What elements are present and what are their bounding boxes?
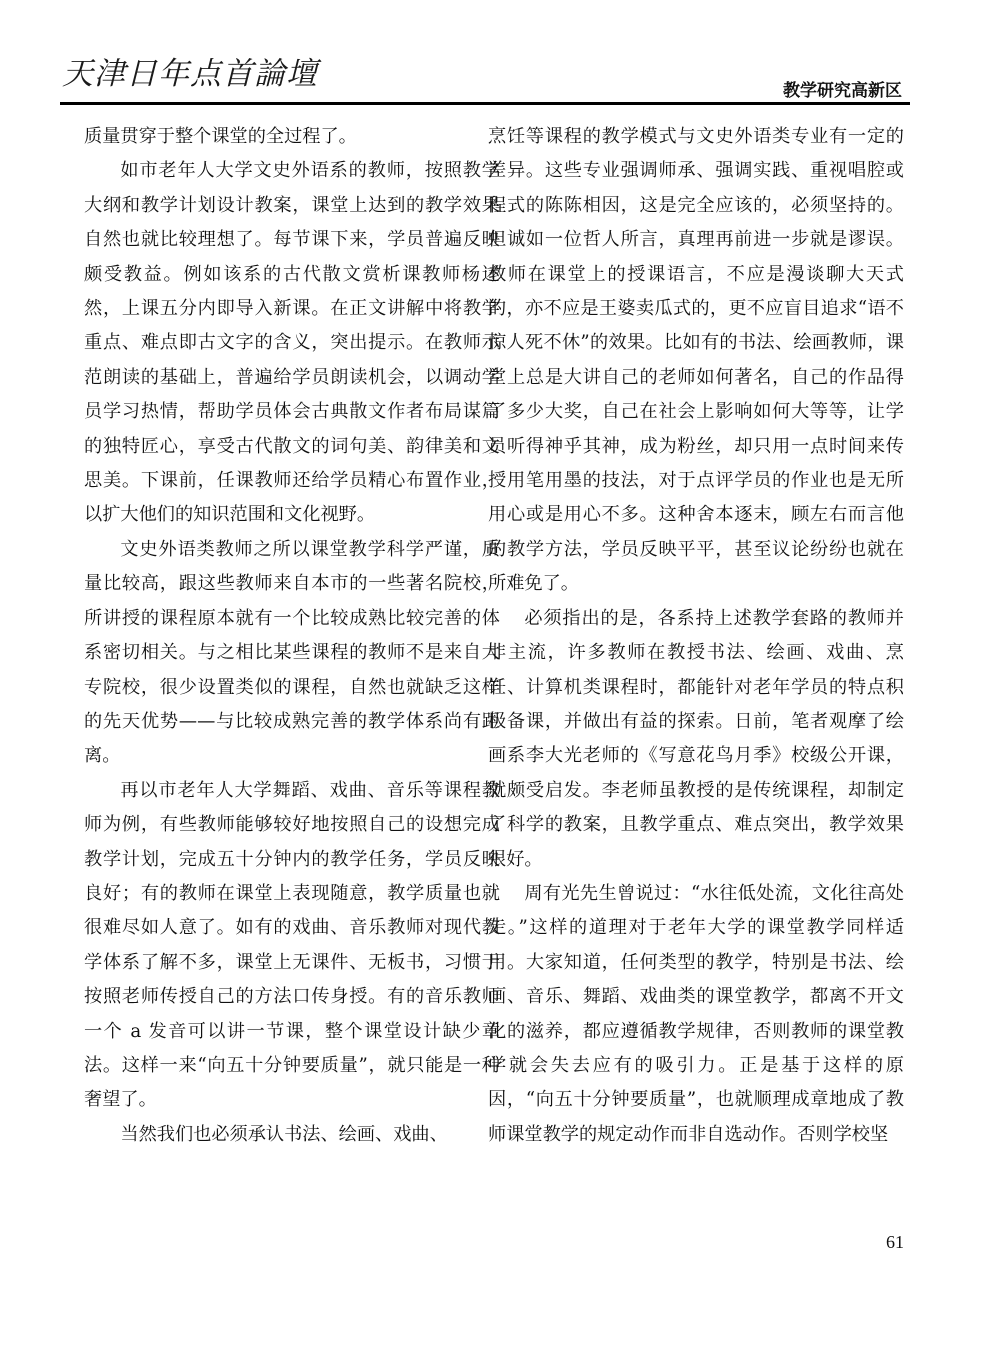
paragraph: 周有光先生曾说过：“水往低处流，文化往高处走。”这样的道理对于老年大学的课堂教学同样适用。大家知道，任何类型的教学，特别是书法、绘画、音乐、舞蹈、戏曲类的课堂教学，都离不开文化的滋养，都应遵循教学规律，否则教师的课堂教学就会失去应有的吸引力。正是基于这样的原因，“向五十分钟要质量”，也就顺理成章地成了教师课堂教学的规定动作而非自选动作。否则学校坚 [488, 882, 904, 1145]
left-column [84, 120, 500, 1152]
paragraph: 必须指出的是，各系持上述教学套路的教师并非主流，许多教师在教授书法、绘画、戏曲、烹饪、计算机类课程时，都能针对老年学员的特点积极备课，并做出有益的探索。日前，笔者观摩了绘画系李大光老师的《写意花鸟月季》校级公开课，就颇受启发。李老师虽教授的是传统课程，却制定了科学的教案，且教学重点、难点突出，教学效果很好。 [488, 607, 904, 870]
right-column [488, 120, 904, 1152]
paragraph: 质量贯穿于整个课堂的全过程了。 [84, 126, 357, 147]
paragraph: 烹饪等课程的教学模式与文史外语类专业有一定的差异。这些专业强调师承、强调实践、重视唱腔或程式的陈陈相因，这是完全应该的，必须坚持的。但诚如一位哲人所言，真理再前进一步就是谬误。教师在课堂上的授课语言，不应是漫谈聊大天式的，亦不应是王婆卖瓜式的，更不应盲目追求“语不惊人死不休”的效果。比如有的书法、绘画教师，课堂上总是大讲自己的老师如何著名，自己的作品得了多少大奖，自己在社会上影响如何大等等，让学员听得神乎其神，成为粉丝，却只用一点时间来传授用笔用墨的技法，对于点评学员的作业也是无所用心或是用心不多。这种舍本逐末，顾左右而言他的教学方法，学员反映平平，甚至议论纷纷也就在所难免了。 [488, 126, 904, 595]
paragraph: 如市老年人大学文史外语系的教师，按照教学大纲和教学计划设计教案，课堂上达到的教学效果自然也就比较理想了。每节课下来，学员普遍反映颇受教益。例如该系的古代散文赏析课教师杨述然，上课五分内即导入新课。在正文讲解中将教学重点、难点即古文字的含义，突出提示。在教师示范朗读的基础上，普遍给学员朗读机会，以调动学员学习热情，帮助学员体会古典散文作者布局谋篇的独特匠心，享受古代散文的词句美、韵律美和文思美。下课前，任课教师还给学员精心布置作业，以扩大他们的知识范围和文化视野。 [84, 160, 500, 526]
paragraph: 再以市老年人大学舞蹈、戏曲、音乐等课程教师为例，有些教师能够较好地按照自己的设想完成教学计划，完成五十分钟内的教学任务，学员反映良好；有的教师在课堂上表现随意，教学质量也就很难尽如人意了。如有的戏曲、音乐教师对现代教学体系了解不多，课堂上无课件、无板书，习惯于按照老师传授自己的方法口传身授。有的音乐教师一个 a 发音可以讲一节课，整个课堂设计缺少章法。这样一来“向五十分钟要质量”，就只能是一种奢望了。 [84, 779, 500, 1111]
journal-logo: 天津日年点首論壇 [62, 56, 318, 92]
paragraph: 当然我们也必须承认书法、绘画、戏曲、 [120, 1123, 448, 1145]
page-header [62, 50, 910, 102]
section-title: 教学研究高新区 [783, 81, 902, 100]
page-number: 61 [886, 1232, 904, 1252]
paragraph: 文史外语类教师之所以课堂教学科学严谨，质量比较高，跟这些教师来自本市的一些著名院校，所讲授的课程原本就有一个比较成熟比较完善的体系密切相关。与之相比某些课程的教师不是来自大专院校，很少设置类似的课程，自然也就缺乏这样的先天优势——与比较成熟完善的教学体系尚有距离。 [84, 538, 500, 767]
header-divider [60, 102, 910, 105]
